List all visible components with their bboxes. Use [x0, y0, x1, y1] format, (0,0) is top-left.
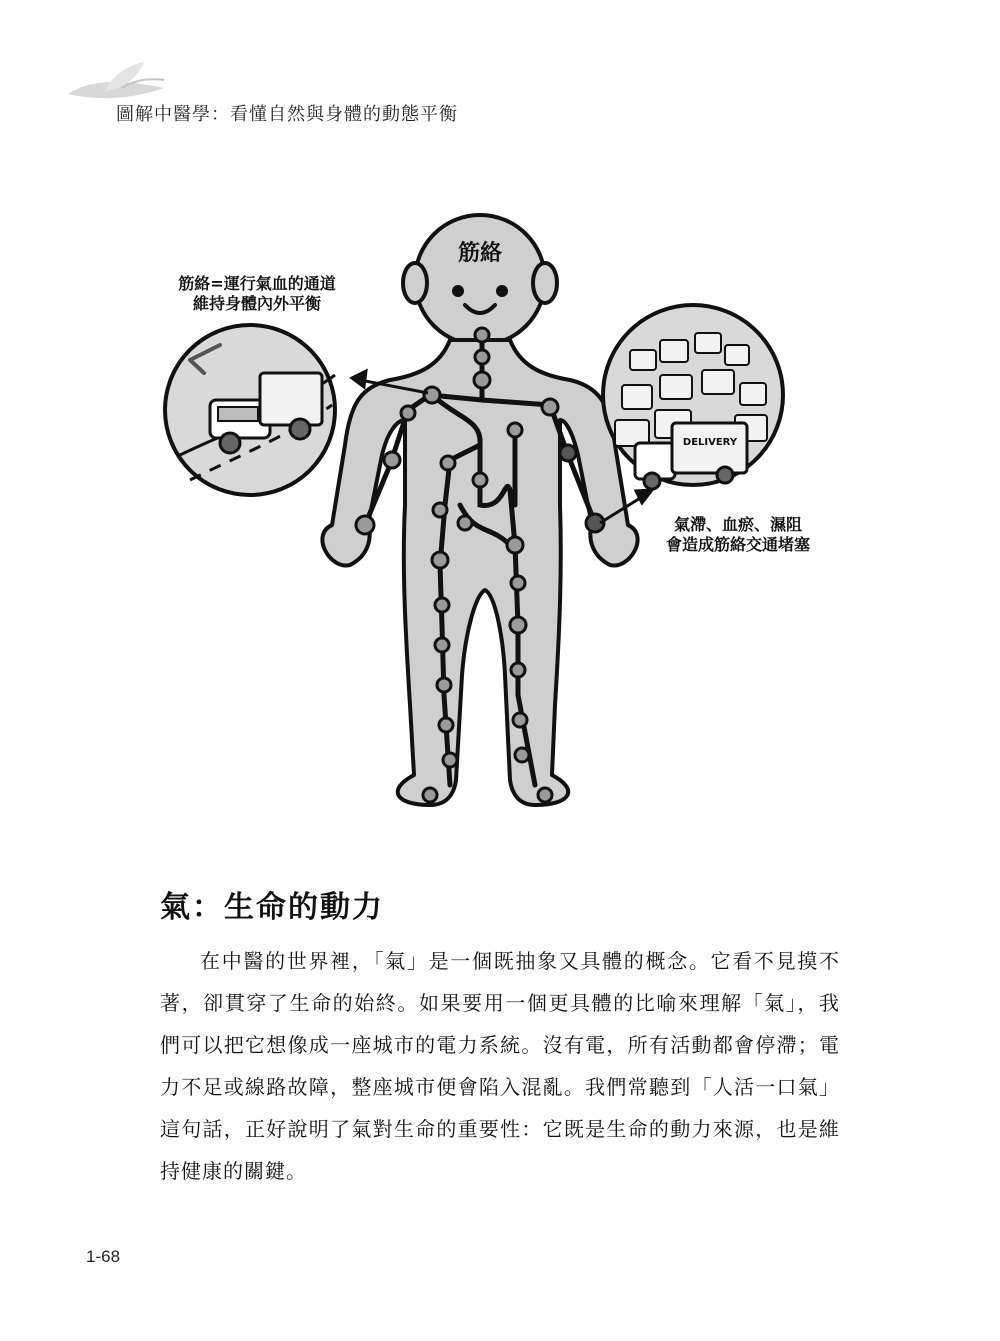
traffic-jam-trucks-icon — [603, 305, 783, 489]
left-caption-line1: 筋絡=運行氣血的通道 — [178, 274, 336, 293]
page-number: 1-68 — [86, 1247, 121, 1266]
right-caption-line2: 會造成筋絡交通堵塞 — [665, 535, 811, 554]
running-head: 圖解中醫學：看懂自然與身體的動態平衡 — [116, 104, 458, 125]
body-text — [160, 940, 840, 1192]
truck-label: DELIVERY — [682, 437, 738, 448]
left-caption-line2: 維持身體內外平衡 — [192, 294, 322, 313]
body-paragraph: 在中醫的世界裡，「氣」是一個既抽象又具體的概念。它看不見摸不著，卻貫穿了生命的始終。如果要用一個更具體的比喻來理解「氣」，我們可以把它想像成一座城市的電力系統。沒有電，所有活動都會停滯；電力不足或線路故障，整座城市便會陷入混亂。我們常聽到「人活一口氣」這句話，正好說明了氣對生命的重要性：它既是生命的動力來源，也是維持健康的關鍵。 — [160, 949, 840, 1183]
meridian-illustration — [160, 205, 840, 820]
section-title: 氣：生命的動力 — [160, 890, 384, 925]
right-caption-line1: 氣滯、血瘀、濕阻 — [673, 515, 803, 534]
moving-truck-icon — [165, 325, 335, 495]
head-label: 筋絡 — [457, 241, 503, 266]
meridian-figure-svg — [160, 205, 840, 820]
